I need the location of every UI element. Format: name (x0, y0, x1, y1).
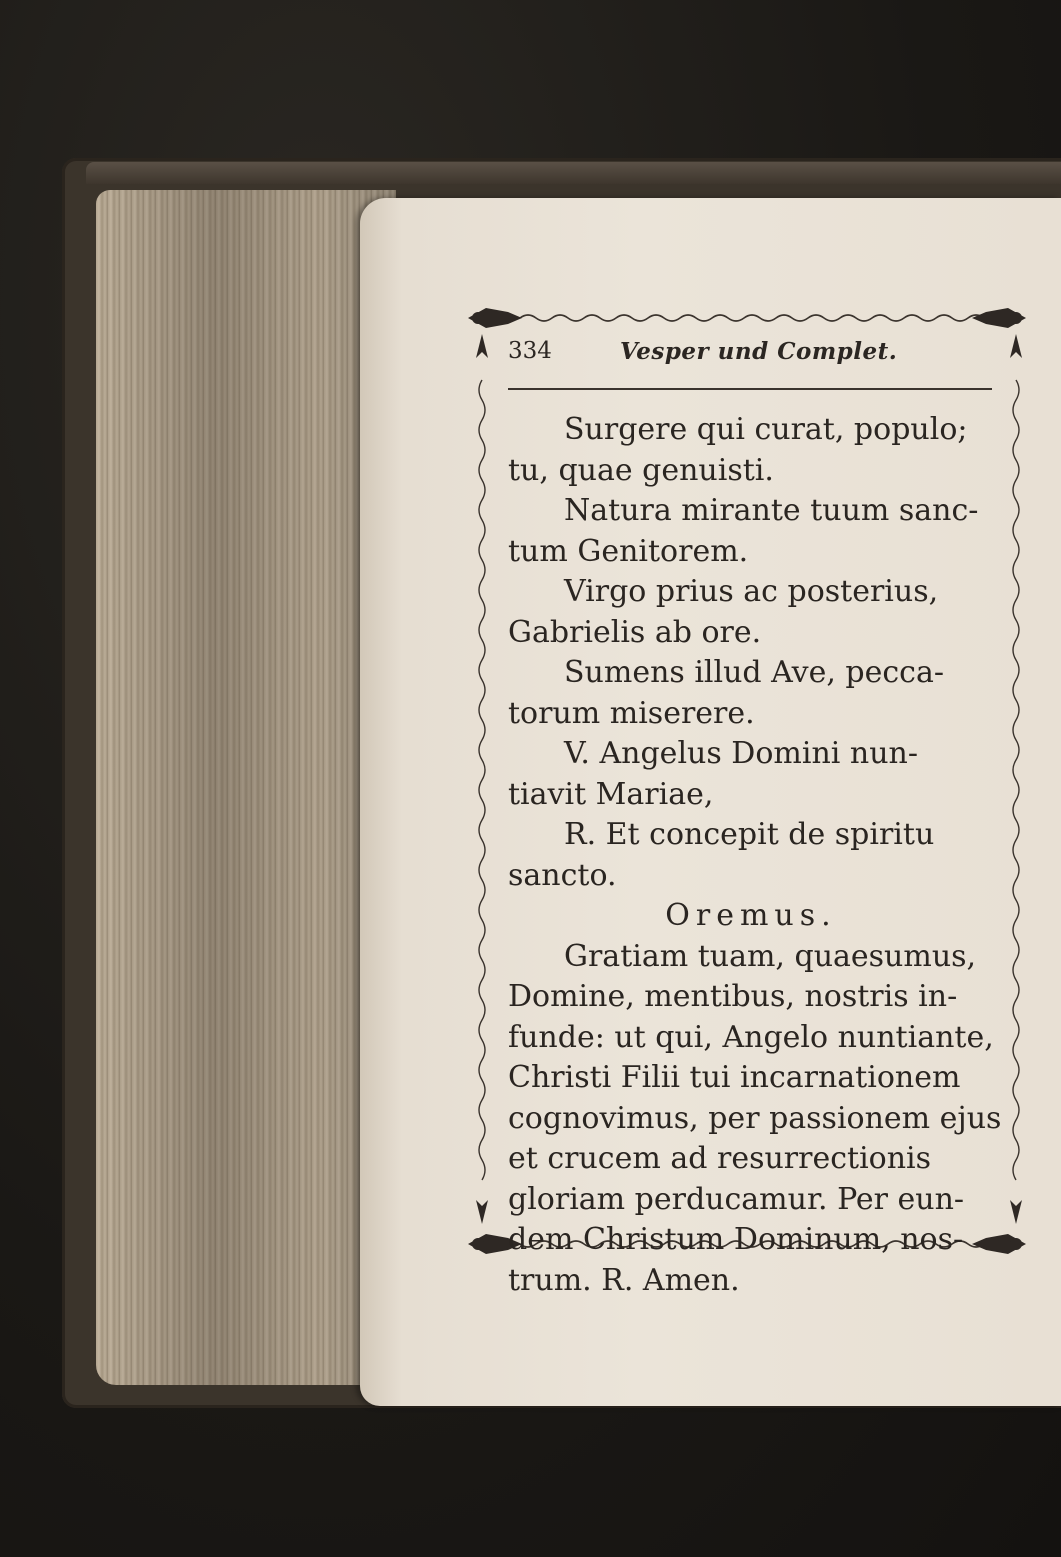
text-line: cognovimus, per passionem ejus (508, 1100, 1002, 1136)
page-body-text (508, 410, 1002, 1301)
oremus-heading: Oremus. (665, 898, 837, 933)
text-line: Christi Filii tui incarnationem (508, 1060, 961, 1095)
text-line: Natura mirante tuum sanc- (564, 493, 979, 528)
top-wavy-border (520, 315, 984, 321)
text-line: et crucem ad resurrectionis (508, 1141, 932, 1176)
text-line: torum miserere. (508, 695, 755, 731)
text-line: tiavit Mariae, (508, 776, 714, 812)
text-line: R. Et concepit de spiritu (564, 817, 935, 852)
text-line: V. Angelus Domini nun- (564, 736, 918, 771)
text-line: Virgo prius ac posterius, (564, 574, 939, 609)
text-line: Gabrielis ab ore. (508, 614, 762, 650)
text-line: sancto. (508, 857, 617, 893)
text-line: Surgere qui curat, populo; (564, 412, 968, 447)
page-number: 334 (508, 338, 552, 364)
text-line: tu, quae genuisti. (508, 452, 774, 488)
text-line: funde: ut qui, Angelo nuntiante, (508, 1019, 994, 1055)
right-wavy-border (1013, 380, 1019, 1180)
text-line: Domine, mentibus, nostris in- (508, 979, 958, 1014)
text-line: dem Christum Dominum, nos- (508, 1222, 964, 1257)
text-line: gloriam perducamur. Per eun- (508, 1181, 965, 1217)
text-line: Sumens illud Ave, pecca- (564, 655, 944, 690)
header-rule (508, 388, 992, 390)
text-line: Gratiam tuam, quaesumus, (564, 938, 977, 974)
left-wavy-border (479, 380, 485, 1180)
text-line: tum Genitorem. (508, 533, 749, 569)
text-line: trum. R. Amen. (508, 1262, 740, 1298)
page-header (508, 338, 998, 378)
running-title: Vesper und Complet. (620, 338, 898, 365)
